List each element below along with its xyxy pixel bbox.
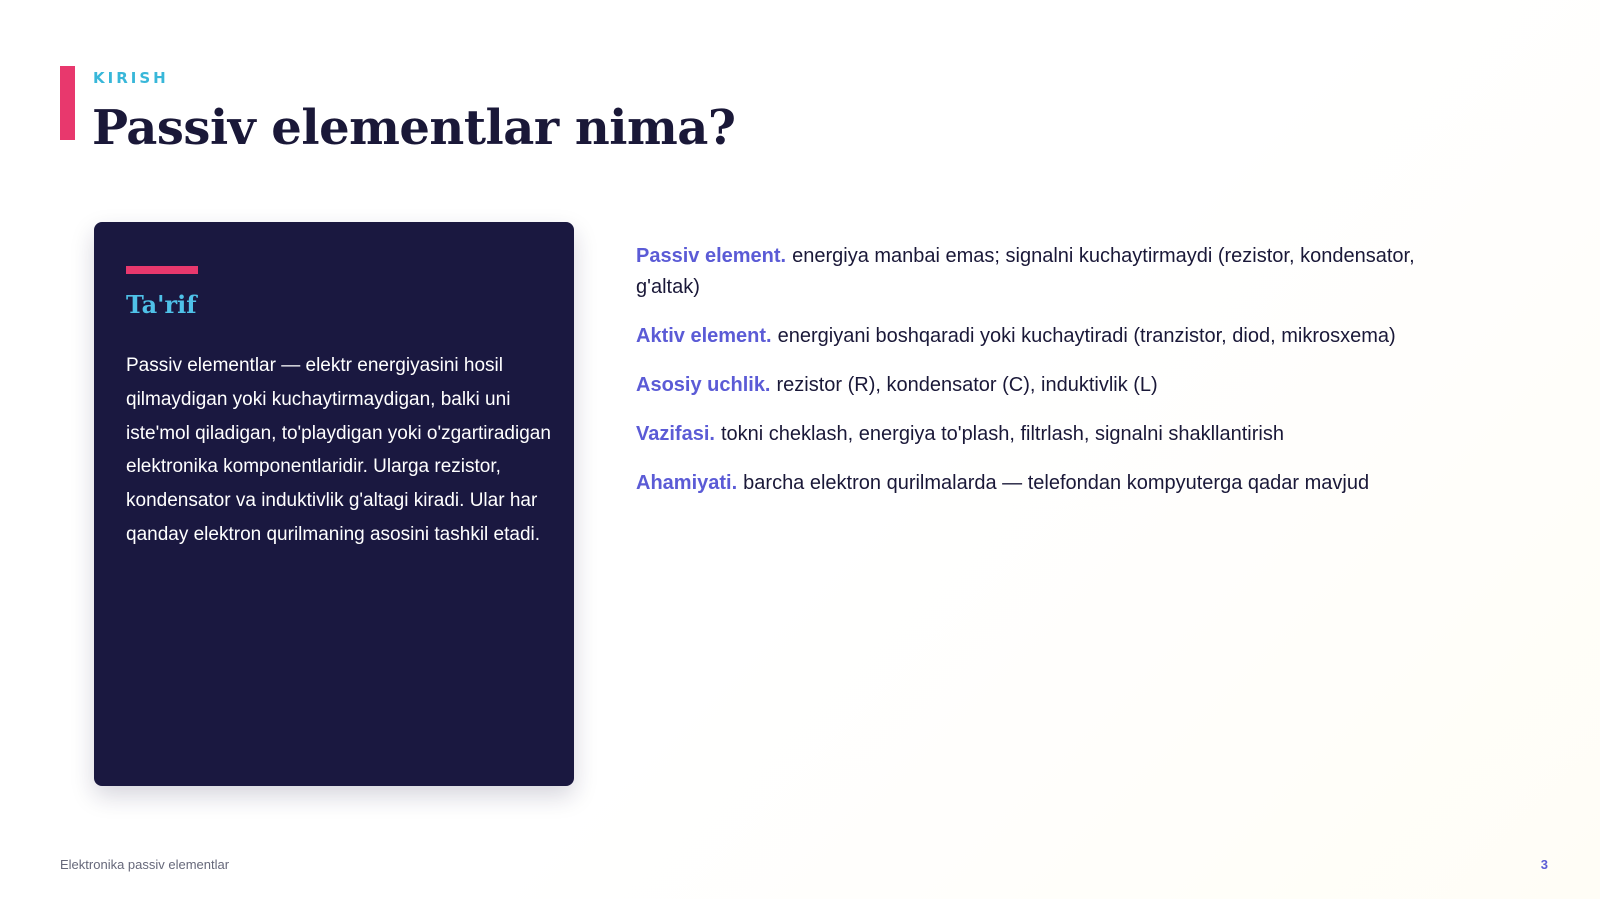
key-point-passive bbox=[636, 241, 1476, 303]
point-label: Asosiy uchlik. bbox=[636, 374, 771, 396]
card-title: Ta'rif bbox=[126, 290, 197, 319]
point-text: energiyani boshqaradi yoki kuchaytiradi (tranzistor, diod, mikrosxema) bbox=[777, 325, 1396, 347]
key-point-importance bbox=[636, 468, 1476, 499]
page-number: 3 bbox=[1540, 857, 1548, 872]
key-point-active bbox=[636, 321, 1476, 352]
point-label: Aktiv element. bbox=[636, 325, 772, 347]
card-accent-bar bbox=[126, 266, 198, 274]
point-text: tokni cheklash, energiya to'plash, filtrlash, signalni shakllantirish bbox=[720, 423, 1284, 445]
footer-deck-title: Elektronika passiv elementlar bbox=[60, 857, 230, 872]
section-eyebrow: KIRISH bbox=[93, 69, 169, 87]
point-label: Vazifasi. bbox=[636, 423, 715, 445]
card-body-text: Passiv elementlar — elektr energiyasini hosil qilmaydigan yoki kuchaytirmaydigan, balki uni iste'mol qiladigan, to'playdigan yoki o'zgartiradigan elektronika komponentlaridir. Ularga rezistor, kondensator va induktivlik g'altagi kiradi. Ular har qanday elektron qurilmaning asosini tashkil etadi. bbox=[126, 355, 551, 545]
point-label: Ahamiyati. bbox=[636, 472, 738, 494]
point-text: rezistor (R), kondensator (C), induktivlik (L) bbox=[776, 374, 1158, 396]
key-point-main-trio bbox=[636, 370, 1476, 401]
point-label: Passiv element. bbox=[636, 245, 787, 267]
key-points-list bbox=[636, 241, 1476, 517]
point-text: barcha elektron qurilmalarda — telefondan kompyuterga qadar mavjud bbox=[743, 472, 1370, 494]
point-text: energiya manbai emas; signalni kuchaytirmaydi (rezistor, kondensator, g'altak) bbox=[636, 245, 1415, 298]
title-accent-bar bbox=[60, 66, 75, 140]
slide-title: Passiv elementlar nima? bbox=[92, 100, 736, 156]
key-point-function bbox=[636, 419, 1476, 450]
definition-card bbox=[94, 222, 574, 786]
